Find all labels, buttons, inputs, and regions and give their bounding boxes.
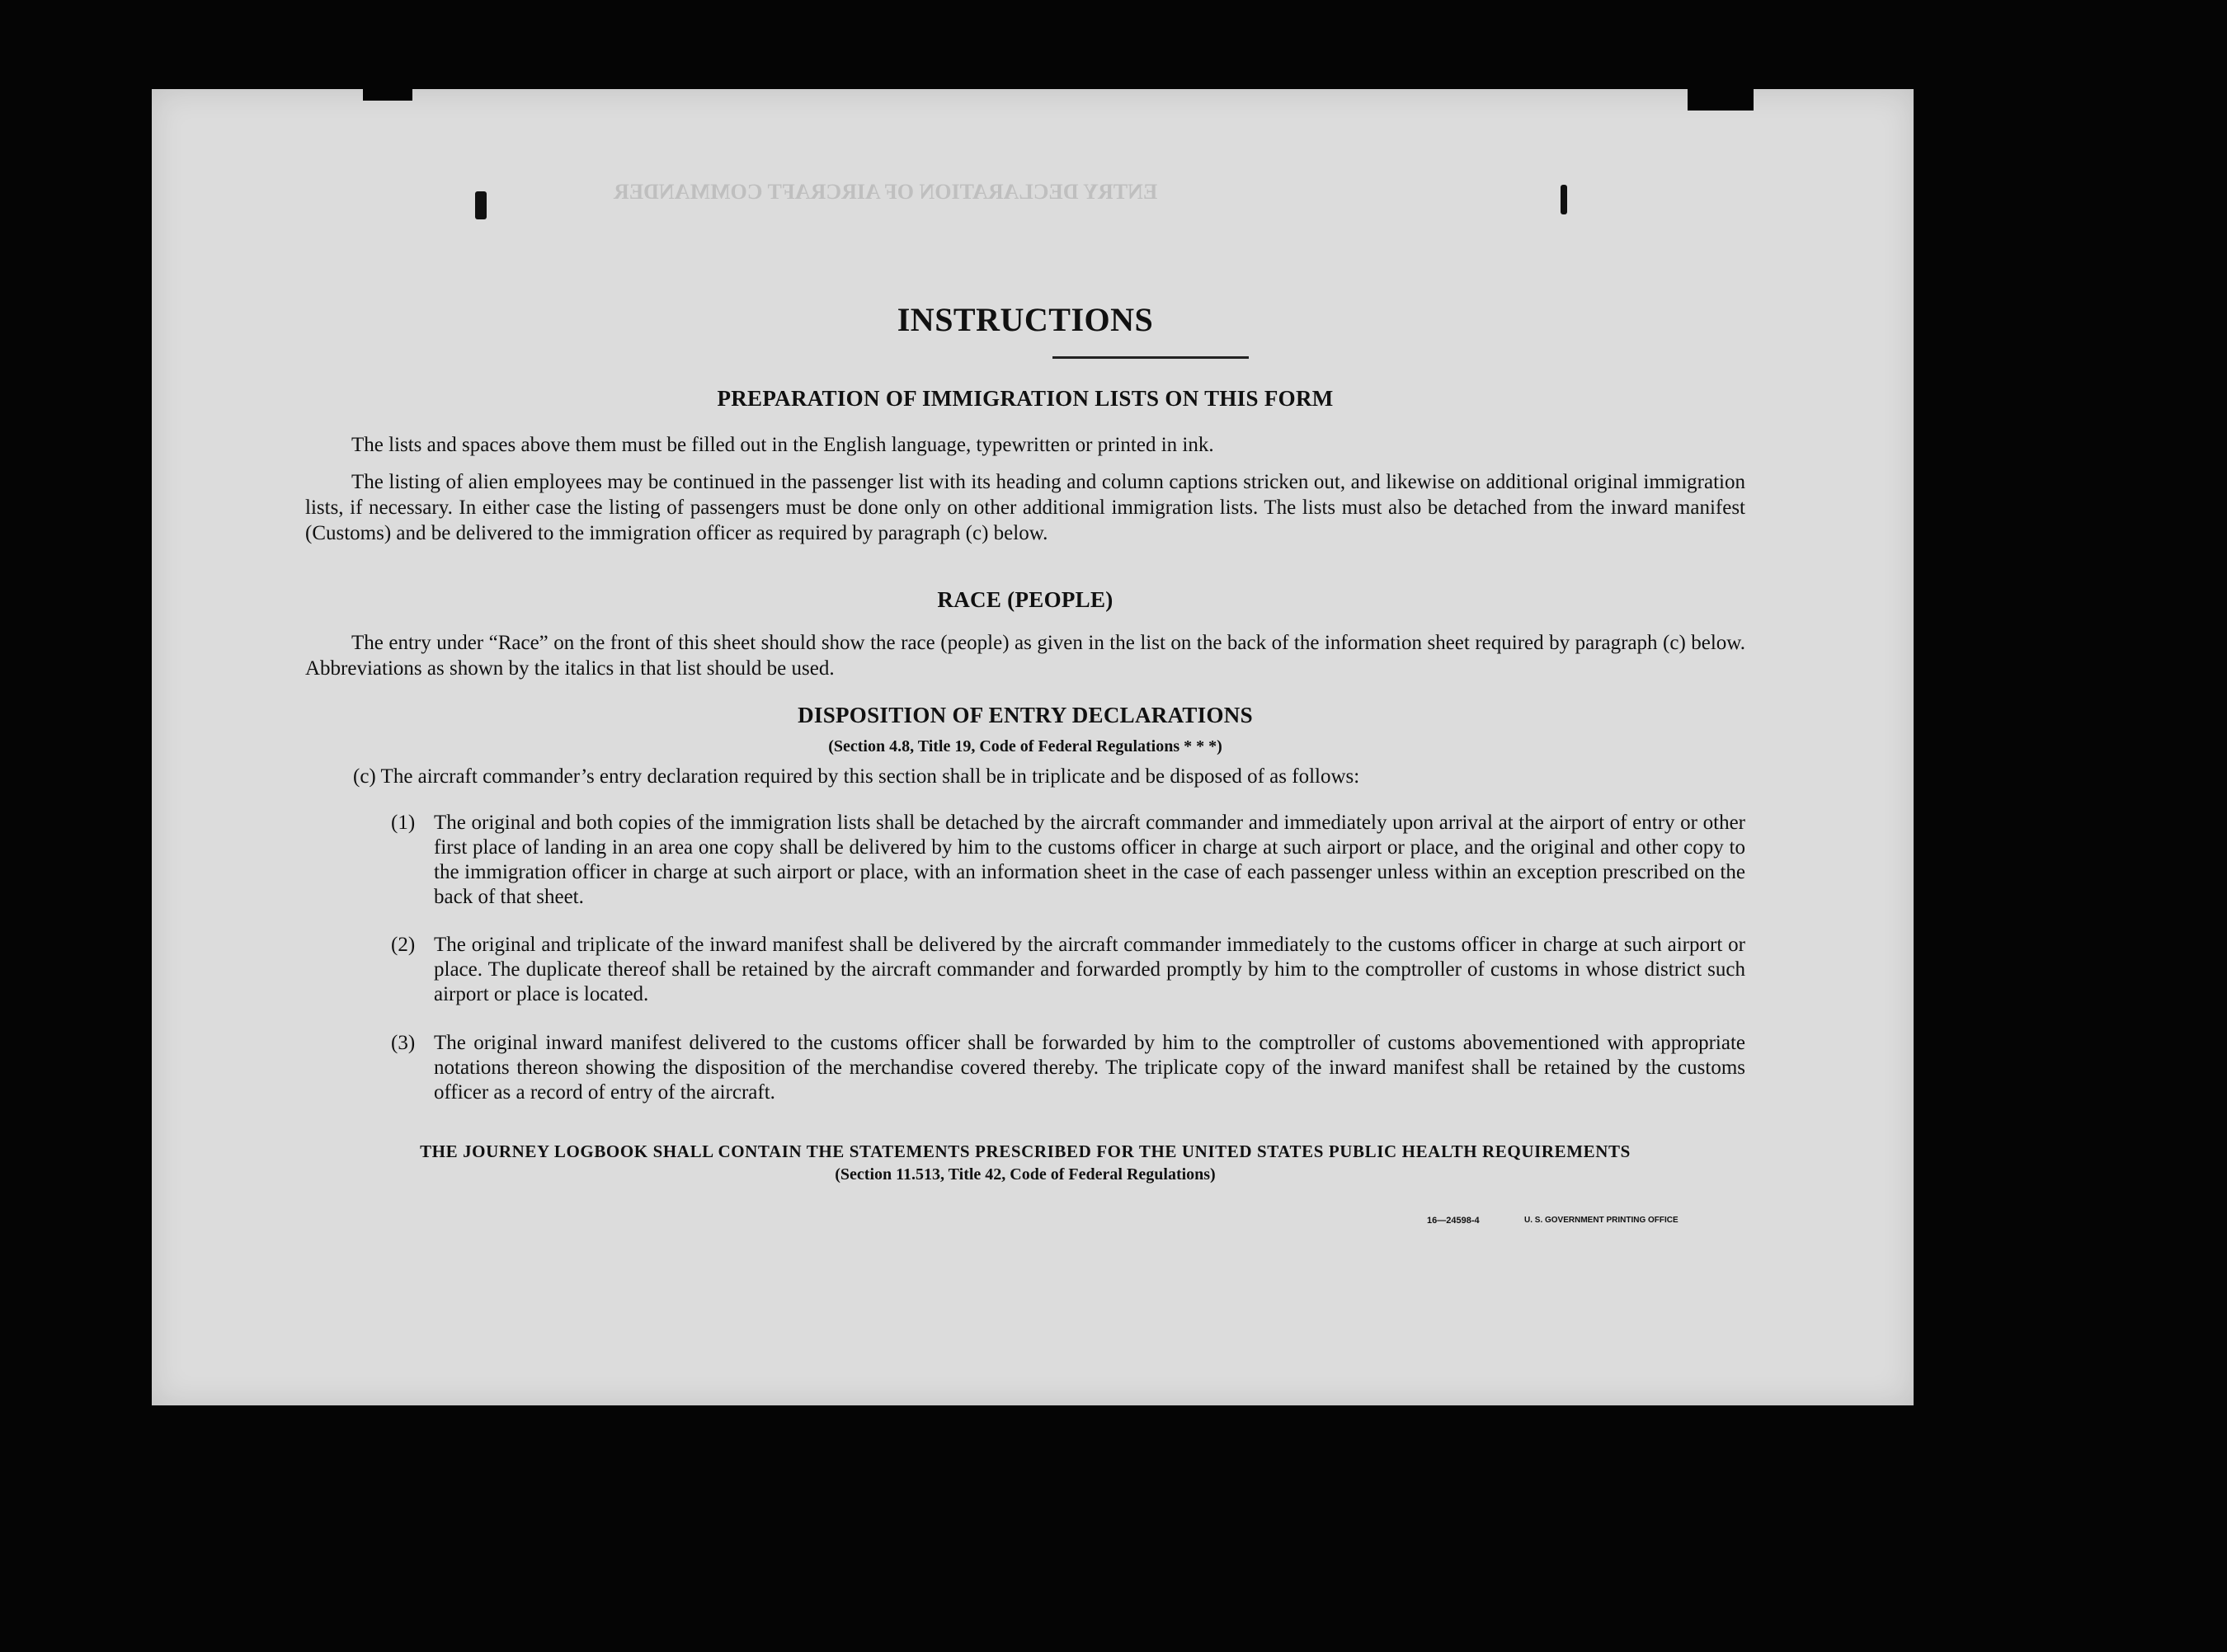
paragraph-intro-c: (c) The aircraft commander’s entry declaration required by this section shall be in triplicate and be disposed of as follows: bbox=[353, 765, 1360, 788]
form-print-code: 16—24598-4 bbox=[1427, 1216, 1480, 1226]
bleed-through-text: ENTRY DECLARATION OF AIRCRAFT COMMANDER bbox=[614, 180, 1158, 204]
title-underline bbox=[1052, 356, 1249, 359]
list-item-number: (3) bbox=[391, 1032, 416, 1054]
section-heading-race: RACE (PEOPLE) bbox=[937, 587, 1114, 612]
list-item-text: The original and both copies of the immigration lists shall be detached by the aircraft commander and immediately upon arrival at the airport of entry or other first place of landing in an area one copy shall be delivered by him to the customs officer in charge at such airport or place, and the original and other copy to the immigration officer in charge at such airport or place, with an information sheet in the case of each passenger unless within an exception prescribed on the back of that sheet. bbox=[434, 812, 1745, 908]
section-heading-preparation: PREPARATION OF IMMIGRATION LISTS ON THIS FORM bbox=[717, 386, 1334, 411]
paragraph-race: The entry under “Race” on the front of this sheet should show the race (people) as given in the list on the back of the information sheet required by paragraph (c) below. Abbreviations as shown by the italics in that list should be used. bbox=[305, 632, 1745, 680]
paragraph-english-language: The lists and spaces above them must be filled out in the English language, typewritten or printed in ink. bbox=[351, 434, 1214, 456]
list-item-text: The original and triplicate of the inward manifest shall be delivered by the aircraft commander immediately to the customs officer in charge at such airport or place. The duplicate thereof shall be retained by the aircraft commander and forwarded promptly by him to the comptroller of customs in whose district such airport or place is located. bbox=[434, 934, 1745, 1005]
page-title: INSTRUCTIONS bbox=[897, 301, 1154, 338]
list-item-number: (1) bbox=[391, 812, 416, 834]
list-item bbox=[391, 933, 1745, 1007]
list-item bbox=[391, 811, 1745, 910]
printer-imprint: U. S. GOVERNMENT PRINTING OFFICE bbox=[1524, 1216, 1678, 1225]
sheet-notch-right bbox=[1688, 86, 1754, 111]
list-item-text: The original inward manifest delivered to the customs officer shall be forwarded by him to the comptroller of customs abovementioned with appropriate notations thereon showing the disposition of the merchandise covered thereby. The triplicate copy of the inward manifest shall be retained by the customs officer as a record of entry of the aircraft. bbox=[434, 1032, 1745, 1104]
clip-mark-left bbox=[475, 191, 487, 219]
section-heading-disposition: DISPOSITION OF ENTRY DECLARATIONS bbox=[798, 703, 1253, 727]
footer-regulation-citation: (Section 11.513, Title 42, Code of Federal Regulations) bbox=[835, 1165, 1216, 1184]
list-item bbox=[391, 1031, 1745, 1105]
document-sheet bbox=[152, 89, 1914, 1405]
paragraph-alien-employees: The listing of alien employees may be continued in the passenger list with its heading and column captions stricken out, and likewise on additional original immigration lists, if necessary. In either case the listing of passengers must be done only on other additional immigration lists. The lists must also be detached from the inward manifest (Customs) and be delivered to the immigration officer as required by paragraph (c) below. bbox=[305, 471, 1745, 544]
sheet-notch-left bbox=[363, 86, 412, 101]
clip-mark-right bbox=[1561, 185, 1567, 214]
footer-logbook-statement: THE JOURNEY LOGBOOK SHALL CONTAIN THE STATEMENTS PRESCRIBED FOR THE UNITED STATES PUBLIC HEALTH REQUIREMENTS bbox=[420, 1141, 1631, 1161]
section-subheading-disposition: (Section 4.8, Title 19, Code of Federal Regulations * * *) bbox=[828, 737, 1222, 755]
list-item-number: (2) bbox=[391, 934, 416, 956]
